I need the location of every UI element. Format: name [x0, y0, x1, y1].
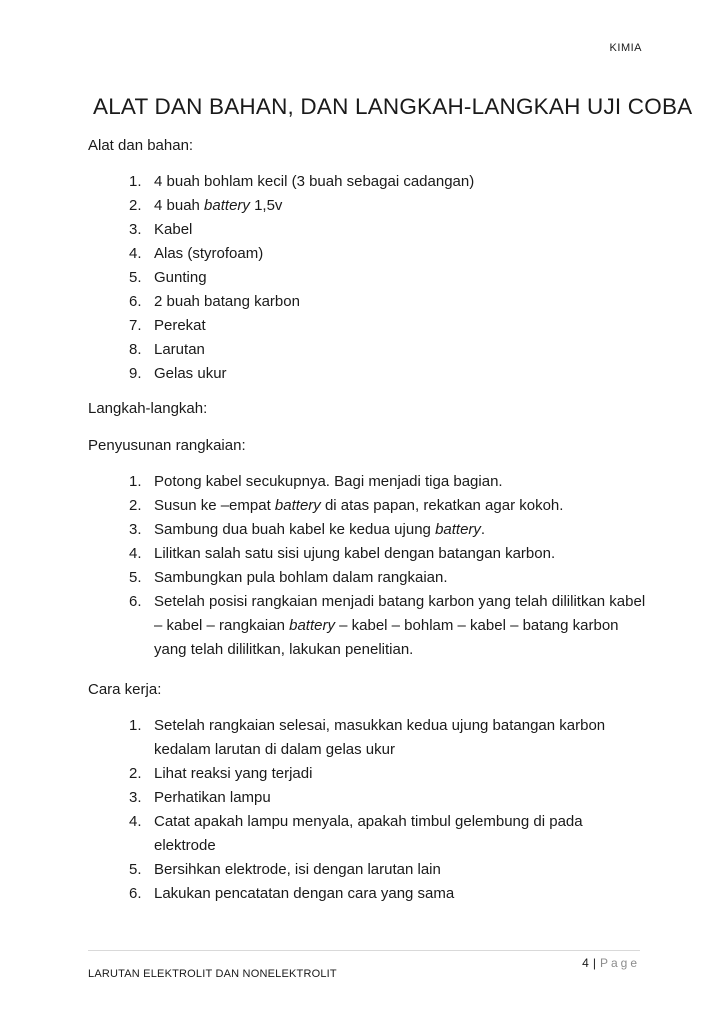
- list-item-number: 6.: [129, 293, 142, 310]
- page-number-separator: |: [592, 956, 596, 970]
- list-item: [88, 714, 648, 762]
- footer-divider: [88, 950, 640, 951]
- list-item: [88, 170, 648, 194]
- list-item-number: 4.: [129, 813, 142, 830]
- list-item: [88, 494, 648, 518]
- list-item-number: 1.: [129, 717, 142, 734]
- list-item-text: Perekat: [154, 317, 206, 334]
- list-item-text: Setelah posisi rangkaian menjadi batang karbon yang telah dililitkan kabel – kabel – rangkaian battery – kabel – bohlam – kabel – batang karbon yang telah dililitkan, lakukan penelitian.: [154, 593, 646, 658]
- list-item: [88, 314, 648, 338]
- list-item-number: 3.: [129, 221, 142, 238]
- list-item-text: Kabel: [154, 221, 193, 238]
- list-item-text: Lakukan pencatatan dengan cara yang sama: [154, 885, 455, 902]
- list-item-text: 4 buah battery 1,5v: [154, 197, 283, 214]
- list-item-text: Sambungkan pula bohlam dalam rangkaian.: [154, 569, 448, 586]
- list-penyusunan-rangkaian: [88, 470, 648, 662]
- footer-document-title: LARUTAN ELEKTROLIT DAN NONELEKTROLIT: [88, 968, 337, 980]
- list-item: [88, 266, 648, 290]
- list-alat-bahan: [88, 170, 648, 386]
- list-item: [88, 542, 648, 566]
- list-item: [88, 858, 648, 882]
- list-item: [88, 194, 648, 218]
- section-label-langkah: Langkah-langkah:: [88, 400, 208, 417]
- page-label: Page: [599, 956, 640, 970]
- list-item-text: Larutan: [154, 341, 205, 358]
- section-label-cara-kerja: Cara kerja:: [88, 681, 162, 698]
- section-label-penyusunan: Penyusunan rangkaian:: [88, 437, 246, 454]
- list-item-number: 6.: [129, 593, 142, 610]
- list-item-number: 4.: [129, 245, 142, 262]
- list-item: [88, 810, 648, 858]
- list-item-number: 5.: [129, 569, 142, 586]
- list-item-number: 3.: [129, 521, 142, 538]
- page-number: [582, 956, 640, 970]
- list-item-text: Catat apakah lampu menyala, apakah timbul gelembung di pada elektrode: [154, 813, 583, 854]
- list-item-number: 2.: [129, 497, 142, 514]
- list-item: [88, 362, 648, 386]
- list-item-text: Gunting: [154, 269, 207, 286]
- section-label-alat: Alat dan bahan:: [88, 137, 194, 154]
- list-item: [88, 566, 648, 590]
- list-item-text: Lihat reaksi yang terjadi: [154, 765, 313, 782]
- list-item-text: Perhatikan lampu: [154, 789, 271, 806]
- list-item-text: Alas (styrofoam): [154, 245, 264, 262]
- list-item: [88, 338, 648, 362]
- list-item-number: 1.: [129, 473, 142, 490]
- page-number-value: 4: [582, 956, 589, 970]
- list-item-number: 2.: [129, 197, 142, 214]
- list-cara-kerja: [88, 714, 648, 906]
- page-header-subject: KIMIA: [609, 42, 642, 54]
- list-item-text: Sambung dua buah kabel ke kedua ujung battery.: [154, 521, 486, 538]
- list-item-number: 1.: [129, 173, 142, 190]
- list-item-text: Lilitkan salah satu sisi ujung kabel dengan batangan karbon.: [154, 545, 556, 562]
- list-item-number: 3.: [129, 789, 142, 806]
- list-item-text: Setelah rangkaian selesai, masukkan kedua ujung batangan karbon kedalam larutan di dalam gelas ukur: [154, 717, 606, 758]
- list-item-text: Susun ke –empat battery di atas papan, rekatkan agar kokoh.: [154, 497, 564, 514]
- list-item: [88, 882, 648, 906]
- list-item-number: 6.: [129, 885, 142, 902]
- list-item: [88, 762, 648, 786]
- list-item-number: 9.: [129, 365, 142, 382]
- list-item-number: 4.: [129, 545, 142, 562]
- list-item: [88, 518, 648, 542]
- list-item: [88, 786, 648, 810]
- list-item: [88, 242, 648, 266]
- list-item-text: Potong kabel secukupnya. Bagi menjadi tiga bagian.: [154, 473, 503, 490]
- list-item: [88, 218, 648, 242]
- list-item: [88, 470, 648, 494]
- list-item-text: 4 buah bohlam kecil (3 buah sebagai cadangan): [154, 173, 475, 190]
- list-item-number: 8.: [129, 341, 142, 358]
- page-title: ALAT DAN BAHAN, DAN LANGKAH-LANGKAH UJI COBA: [93, 94, 693, 119]
- list-item-number: 7.: [129, 317, 142, 334]
- list-item-text: Bersihkan elektrode, isi dengan larutan lain: [154, 861, 441, 878]
- list-item-text: Gelas ukur: [154, 365, 227, 382]
- list-item: [88, 590, 648, 662]
- list-item: [88, 290, 648, 314]
- list-item-number: 5.: [129, 861, 142, 878]
- list-item-text: 2 buah batang karbon: [154, 293, 300, 310]
- list-item-number: 5.: [129, 269, 142, 286]
- list-item-number: 2.: [129, 765, 142, 782]
